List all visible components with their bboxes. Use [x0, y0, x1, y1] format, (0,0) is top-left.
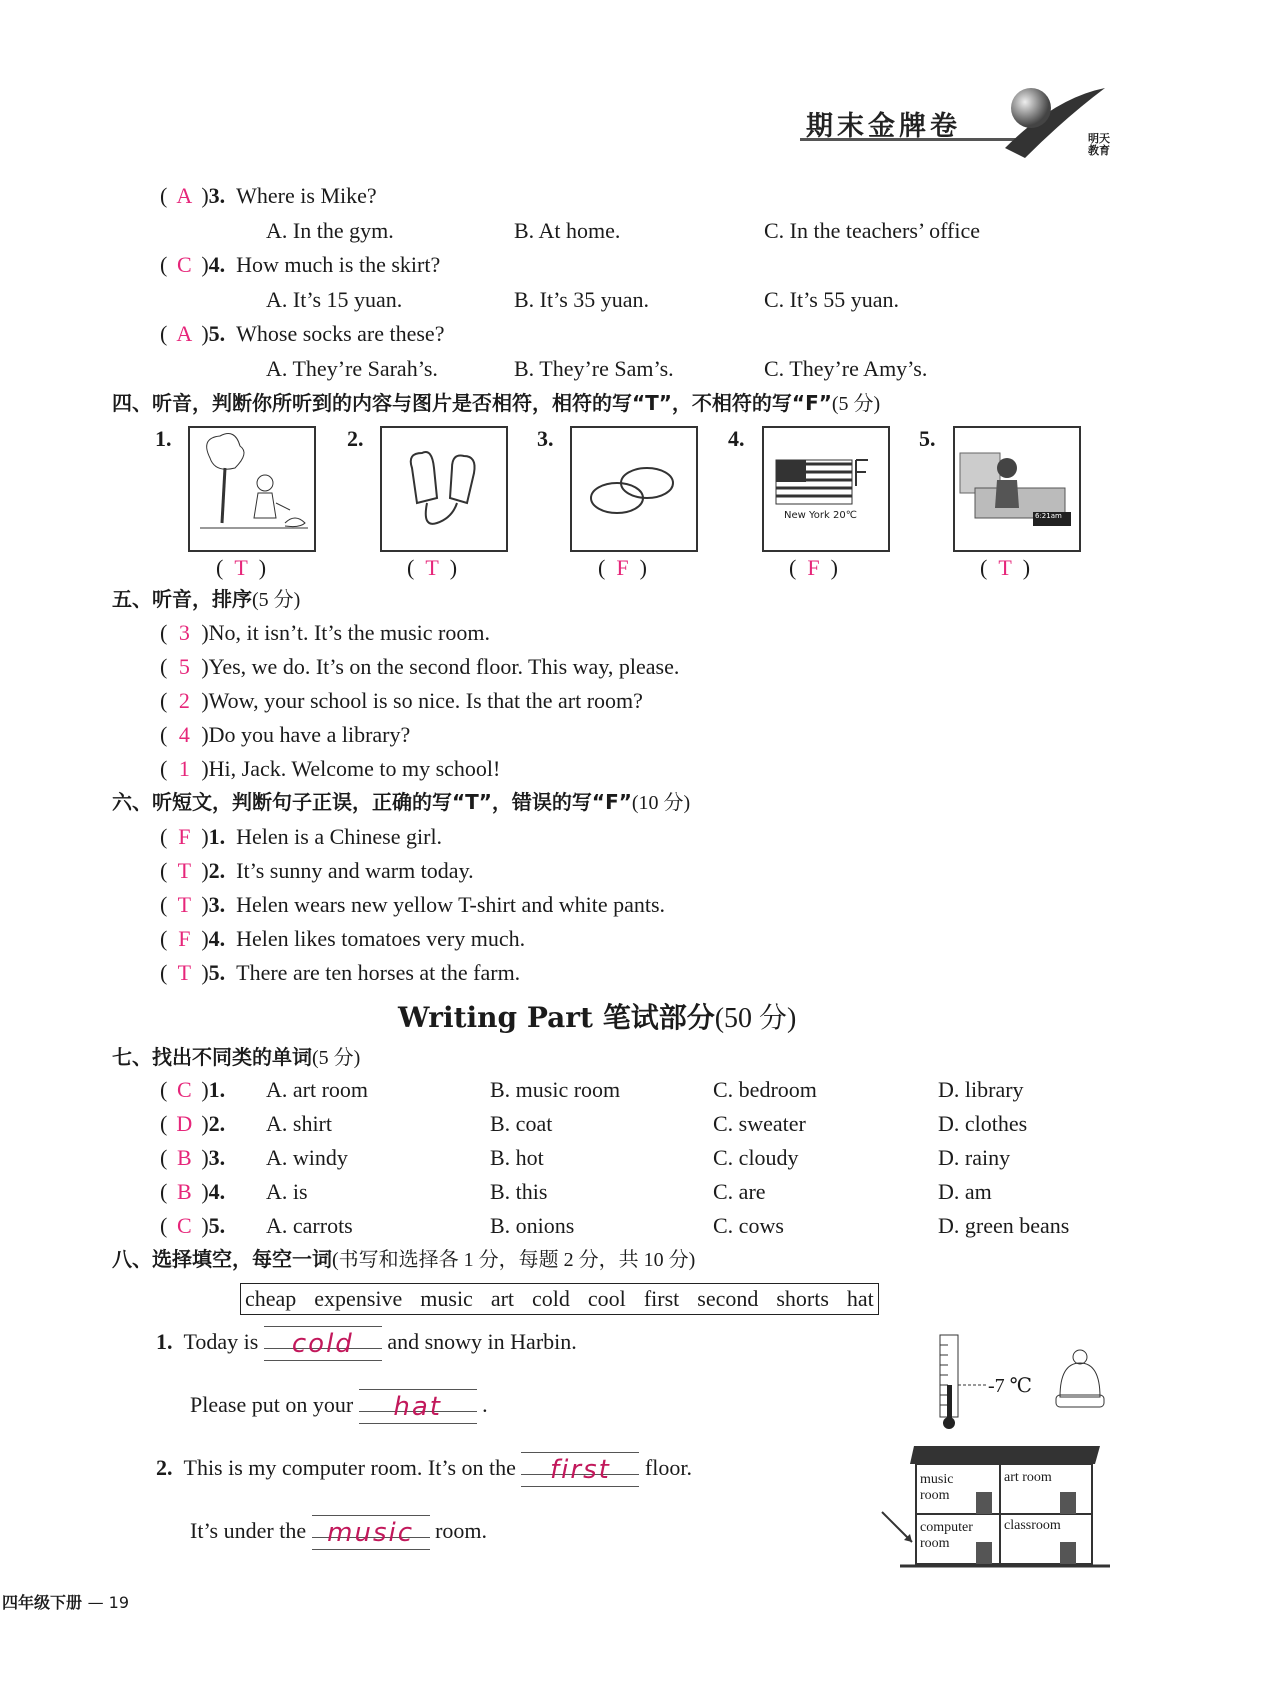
room-label-art: art room — [1004, 1470, 1052, 1485]
boy-bed-icon — [955, 428, 1079, 550]
option-c: C. are — [713, 1179, 766, 1204]
question-row: ( C )4. How much is the skirt? — [160, 250, 440, 280]
option-a: A. shirt — [266, 1111, 332, 1136]
question-row: ( D )2. — [160, 1111, 226, 1136]
question-row: ( B )3. — [160, 1145, 226, 1170]
temperature-label: -7 ℃ — [988, 1375, 1033, 1397]
option-d: D. clothes — [938, 1111, 1028, 1136]
list-item: ( T )5. There are ten horses at the farm. — [160, 960, 521, 985]
weather-caption: New York 20℃ — [784, 510, 857, 521]
tf-answer: ( F ) — [789, 555, 838, 580]
list-item: ( T )3. Helen wears new yellow T-shirt and white pants. — [160, 892, 666, 917]
list-item: ( F )1. Helen is a Chinese girl. — [160, 824, 443, 849]
option-a: A. windy — [266, 1145, 348, 1170]
option-b: B. At home. — [514, 218, 621, 243]
section4-title: 四、听音，判断你所听到的内容与图片是否相符，相符的写“T”，不相符的写“F”(5 分) — [112, 391, 881, 415]
answer-blank[interactable]: cold — [264, 1322, 382, 1362]
list-item: ( 4 )Do you have a library? — [160, 722, 411, 747]
option-a: A. art room — [266, 1077, 369, 1102]
tf-answer: ( T ) — [216, 555, 267, 580]
list-item: ( 2 )Wow, your school is so nice. Is that the art room? — [160, 688, 643, 713]
header-logo — [800, 78, 1120, 168]
section7-title: 七、找出不同类的单词(5 分) — [112, 1045, 361, 1069]
option-b: B. music room — [490, 1077, 621, 1102]
answer-blank[interactable]: first — [521, 1448, 639, 1488]
school-building-figure — [880, 1446, 1110, 1576]
girl-watering-icon — [190, 428, 314, 550]
option-d: D. am — [938, 1179, 992, 1204]
option-b: B. coat — [490, 1111, 553, 1136]
fill-question-2: 2. This is my computer room. It’s on the first floor. — [156, 1448, 692, 1488]
option-a: A. They’re Sarah’s. — [266, 356, 438, 381]
tf-answer: ( F ) — [598, 555, 647, 580]
section5-title: 五、听音，排序(5 分) — [112, 587, 301, 611]
mittens-icon — [382, 428, 506, 550]
option-b: B. onions — [490, 1213, 575, 1238]
section8-title: 八、选择填空，每空一词(书写和选择各 1 分，每题 2 分，共 10 分) — [112, 1247, 696, 1271]
list-item: ( 1 )Hi, Jack. Welcome to my school! — [160, 756, 501, 781]
answer-blank[interactable]: music — [312, 1511, 430, 1551]
room-label-classroom: classroom — [1004, 1518, 1061, 1533]
option-b: B. It’s 35 yuan. — [514, 287, 650, 312]
building-icon — [880, 1446, 1110, 1576]
answer-mark: A — [176, 321, 193, 346]
section6-title: 六、听短文，判断句子正误，正确的写“T”，错误的写“F”(10 分) — [112, 790, 691, 814]
picture-mittens — [380, 426, 508, 552]
list-item: ( F )4. Helen likes tomatoes very much. — [160, 926, 526, 951]
word-bank: cheap expensive music art cold cool first second shorts hat — [240, 1283, 879, 1315]
answer-mark: C — [176, 252, 192, 277]
option-d: D. green beans — [938, 1213, 1070, 1238]
list-item: ( T )2. It’s sunny and warm today. — [160, 858, 474, 883]
tf-answer: ( T ) — [980, 555, 1031, 580]
option-b: B. They’re Sam’s. — [514, 356, 674, 381]
option-d: D. rainy — [938, 1145, 1011, 1170]
option-a: A. is — [266, 1179, 308, 1204]
list-item: ( 5 )Yes, we do. It’s on the second floor. This way, please. — [160, 654, 680, 679]
option-c: C. cows — [713, 1213, 784, 1238]
question-row: ( B )4. — [160, 1179, 226, 1204]
us-flag-icon — [764, 428, 888, 550]
page-footer: 四年级下册 — 19 — [2, 1593, 130, 1612]
answer-mark: A — [176, 183, 193, 208]
thermometer-hat-figure — [930, 1333, 1110, 1433]
option-c: C. It’s 55 yuan. — [764, 287, 900, 312]
option-a: A. carrots — [266, 1213, 353, 1238]
picture-weather-newyork — [762, 426, 890, 552]
fill-question-1-line2: Please put on your hat . — [190, 1385, 488, 1425]
tf-answer: ( T ) — [407, 555, 458, 580]
room-label-computer: computer room — [920, 1520, 973, 1551]
fill-question-1: 1. Today is cold and snowy in Harbin. — [156, 1322, 577, 1362]
clock-display: 6:21am — [1035, 512, 1062, 520]
picture-potatoes — [570, 426, 698, 552]
question-row: ( A )5. Whose socks are these? — [160, 319, 444, 349]
header-publisher: 明天教育 — [1088, 132, 1110, 157]
question-text: Whose socks are these? — [236, 321, 445, 346]
question-row: ( C )1. — [160, 1077, 226, 1102]
option-c: C. cloudy — [713, 1145, 799, 1170]
list-item: ( 3 )No, it isn’t. It’s the music room. — [160, 620, 490, 645]
question-text: How much is the skirt? — [236, 252, 441, 277]
option-c: C. They’re Amy’s. — [764, 356, 928, 381]
option-a: A. It’s 15 yuan. — [266, 287, 403, 312]
option-c: C. bedroom — [713, 1077, 817, 1102]
potato-icon — [572, 428, 696, 550]
option-b: B. this — [490, 1179, 548, 1204]
question-text: Where is Mike? — [236, 183, 377, 208]
option-c: C. In the teachers’ office — [764, 218, 981, 243]
header-brand: 期末金牌卷 — [806, 111, 961, 142]
question-row: ( A )3. Where is Mike? — [160, 181, 377, 211]
option-d: D. library — [938, 1077, 1024, 1102]
question-row: ( C )5. — [160, 1213, 226, 1238]
answer-blank[interactable]: hat — [359, 1385, 477, 1425]
option-c: C. sweater — [713, 1111, 806, 1136]
writing-part-title: Writing Part 笔试部分(50 分) — [398, 1001, 797, 1034]
winter-hat-icon — [1052, 1349, 1108, 1413]
fill-question-2-line2: It’s under the music room. — [190, 1511, 487, 1551]
picture-girl-watering — [188, 426, 316, 552]
option-a: A. In the gym. — [266, 218, 394, 243]
thermometer-icon — [930, 1333, 990, 1433]
room-label-music: music room — [920, 1472, 954, 1503]
picture-boy-waking — [953, 426, 1081, 552]
option-b: B. hot — [490, 1145, 544, 1170]
